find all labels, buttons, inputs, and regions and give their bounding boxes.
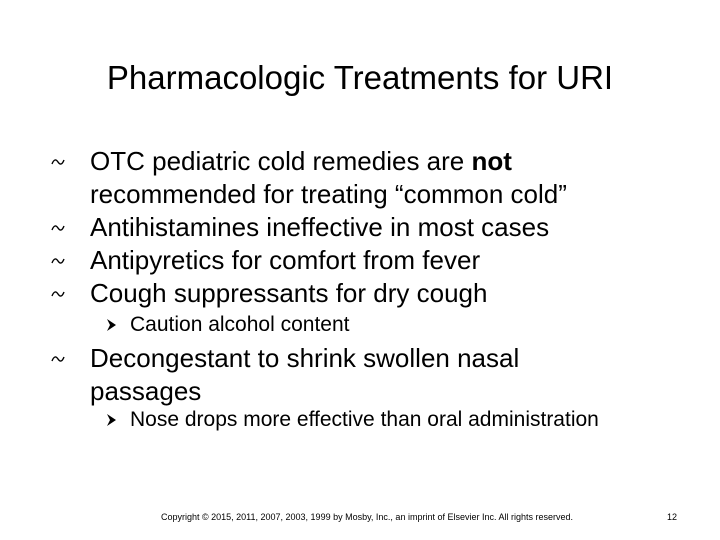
bullet-item [90,145,690,211]
bullet-text-line-2: passages [90,376,202,406]
bullet-text-line-1: Decongestant to shrink swollen nasal [90,343,520,373]
slide-footer [0,510,720,524]
copyright-notice: Copyright © 2015, 2011, 2007, 2003, 1999 by Mosby, Inc., an imprint of Elsevier Inc. All rights reserved. [160,512,574,522]
bullet-item [90,277,690,310]
arrowhead-icon [106,406,120,434]
bullet-text: Antihistamines ineffective in most cases [90,212,550,242]
bullet-icon [50,277,66,310]
bullet-icon [50,145,66,178]
emphasis-text: not [471,146,512,176]
bullet-icon [50,342,66,375]
sub-bullet-item [130,406,690,434]
sub-bullet-text: Caution alcohol content [130,313,350,336]
bullet-text: Antipyretics for comfort from fever [90,245,481,275]
slide-title: Pharmacologic Treatments for URI [106,59,614,96]
sub-bullet-text: Nose drops more effective than oral administration [130,408,599,431]
bullet-icon [50,211,66,244]
bullet-item [90,211,690,244]
page-number: 12 [666,512,677,522]
bullet-item [90,342,690,408]
arrowhead-icon [106,311,120,339]
bullet-text: Cough suppressants for dry cough [90,278,488,308]
bullet-text: OTC pediatric cold remedies are [90,146,472,176]
bullet-icon [50,244,66,277]
bullet-text-line-2: recommended for treating “common cold” [90,179,567,209]
bullet-text-line-1 [90,145,690,178]
bullet-item [90,244,690,277]
sub-bullet-item [130,311,690,339]
